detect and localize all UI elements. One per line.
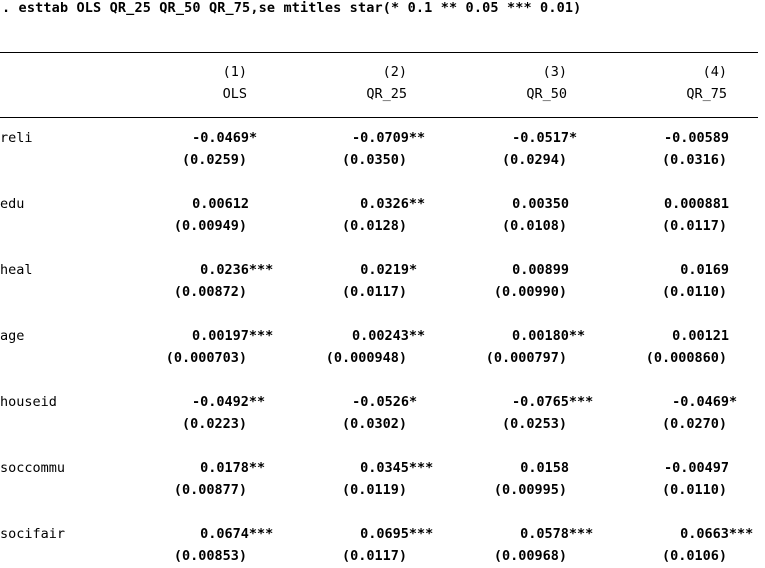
- coefficient-cell: 0.0663***: [680, 526, 754, 542]
- standard-error-cell: (0.0253): [501, 416, 567, 432]
- standard-error-cell: (0.0119): [341, 482, 407, 498]
- standard-error-cell: (0.000703): [165, 350, 247, 366]
- standard-error-cell: (0.0270): [661, 416, 727, 432]
- coefficient-cell: -0.0517*: [512, 130, 578, 146]
- coefficient-cell: 0.0169: [680, 262, 729, 278]
- coefficient-cell: 0.0178**: [200, 460, 266, 476]
- row-label: socifair: [0, 526, 66, 542]
- row-label: reli: [0, 130, 33, 146]
- coefficient-cell: -0.0709**: [352, 130, 426, 146]
- coefficient-cell: 0.0674***: [200, 526, 274, 542]
- standard-error-cell: (0.000860): [645, 350, 727, 366]
- coefficient-cell: 0.0219*: [360, 262, 418, 278]
- standard-error-cell: (0.0110): [661, 284, 727, 300]
- standard-error-cell: (0.0294): [501, 152, 567, 168]
- standard-error-cell: (0.0117): [341, 548, 407, 564]
- standard-error-cell: (0.00995): [493, 482, 567, 498]
- standard-error-cell: (0.00853): [173, 548, 247, 564]
- coefficient-cell: 0.000881: [663, 196, 729, 212]
- standard-error-cell: (0.00990): [493, 284, 567, 300]
- standard-error-cell: (0.000948): [325, 350, 407, 366]
- coefficient-cell: 0.00612: [192, 196, 249, 212]
- row-label: houseid: [0, 394, 57, 410]
- coefficient-cell: -0.0469*: [192, 130, 258, 146]
- standard-error-cell: (0.00968): [493, 548, 567, 564]
- coefficient-cell: 0.00350: [512, 196, 569, 212]
- column-number-header: (4): [702, 64, 727, 80]
- column-title-header: QR_50: [526, 86, 567, 102]
- standard-error-cell: (0.000797): [485, 350, 567, 366]
- standard-error-cell: (0.0302): [341, 416, 407, 432]
- row-label: heal: [0, 262, 33, 278]
- coefficient-cell: 0.00197***: [192, 328, 274, 344]
- coefficient-cell: 0.0236***: [200, 262, 274, 278]
- standard-error-cell: (0.0108): [501, 218, 567, 234]
- stata-command-line: . esttab OLS QR_25 QR_50 QR_75,se mtitles star(* 0.1 ** 0.05 *** 0.01): [2, 0, 582, 16]
- standard-error-cell: (0.0223): [181, 416, 247, 432]
- coefficient-cell: 0.00180**: [512, 328, 586, 344]
- coefficient-cell: 0.0158: [520, 460, 569, 476]
- column-number-header: (2): [382, 64, 407, 80]
- table-top-rule: [0, 52, 758, 53]
- coefficient-cell: -0.0492**: [192, 394, 266, 410]
- coefficient-cell: 0.0326**: [360, 196, 426, 212]
- table-header-rule: [0, 117, 758, 118]
- coefficient-cell: -0.0765***: [512, 394, 594, 410]
- column-number-header: (1): [222, 64, 247, 80]
- standard-error-cell: (0.0259): [181, 152, 247, 168]
- standard-error-cell: (0.0106): [661, 548, 727, 564]
- standard-error-cell: (0.0117): [341, 284, 407, 300]
- column-title-header: OLS: [222, 86, 247, 102]
- coefficient-cell: 0.0578***: [520, 526, 594, 542]
- coefficient-cell: 0.00243**: [352, 328, 426, 344]
- column-title-header: QR_25: [366, 86, 407, 102]
- standard-error-cell: (0.0117): [661, 218, 727, 234]
- standard-error-cell: (0.0128): [341, 218, 407, 234]
- coefficient-cell: 0.00121: [672, 328, 729, 344]
- standard-error-cell: (0.0350): [341, 152, 407, 168]
- standard-error-cell: (0.00949): [173, 218, 247, 234]
- standard-error-cell: (0.00877): [173, 482, 247, 498]
- coefficient-cell: 0.0345***: [360, 460, 434, 476]
- column-number-header: (3): [542, 64, 567, 80]
- coefficient-cell: -0.0526*: [352, 394, 418, 410]
- standard-error-cell: (0.00872): [173, 284, 247, 300]
- row-label: edu: [0, 196, 25, 212]
- coefficient-cell: -0.0469*: [672, 394, 738, 410]
- row-label: age: [0, 328, 25, 344]
- coefficient-cell: 0.00899: [512, 262, 569, 278]
- standard-error-cell: (0.0110): [661, 482, 727, 498]
- standard-error-cell: (0.0316): [661, 152, 727, 168]
- coefficient-cell: 0.0695***: [360, 526, 434, 542]
- coefficient-cell: -0.00497: [663, 460, 729, 476]
- column-title-header: QR_75: [686, 86, 727, 102]
- row-label: soccommu: [0, 460, 66, 476]
- coefficient-cell: -0.00589: [663, 130, 729, 146]
